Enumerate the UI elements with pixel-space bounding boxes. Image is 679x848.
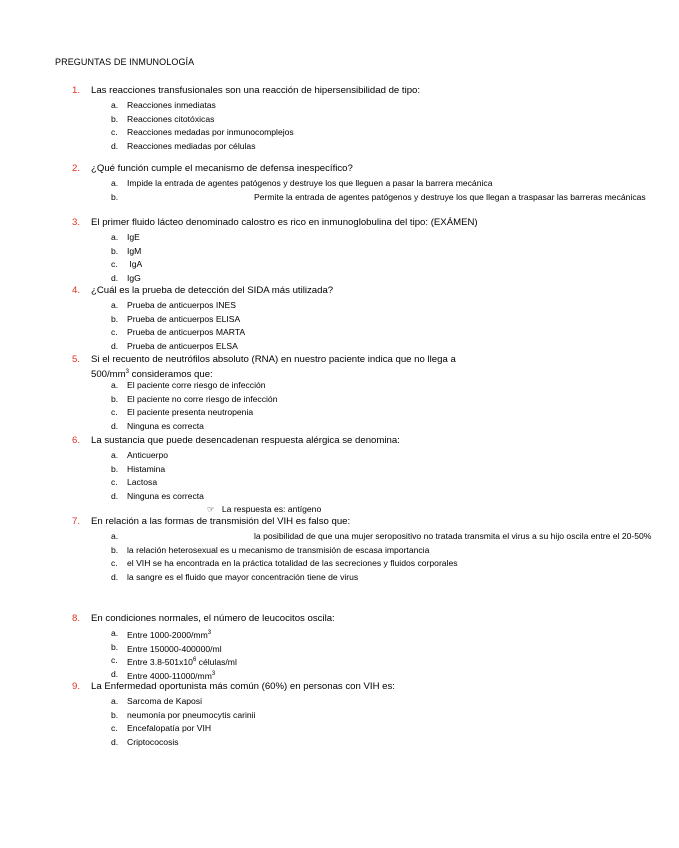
option-letter: b. — [111, 313, 119, 324]
question-9 — [0, 680, 600, 747]
option-letter: c. — [111, 259, 118, 270]
option-text: Prueba de anticuerpos MARTA — [127, 327, 246, 338]
option — [0, 126, 600, 140]
option-text: la sangre es el fluido que mayor concentración tiene de virus — [127, 571, 359, 582]
option-letter: d. — [111, 340, 119, 351]
option-text: Ninguna es correcta — [127, 490, 204, 501]
option — [0, 641, 600, 655]
option-letter: d. — [111, 490, 119, 501]
option — [0, 177, 600, 191]
option-letter: a. — [111, 380, 119, 390]
option — [0, 544, 600, 558]
option-letter: b. — [111, 641, 119, 652]
option-text: Encefalopatía por VIH — [127, 723, 212, 734]
option-letter: c. — [111, 477, 118, 488]
option-letter: a. — [111, 100, 119, 110]
option — [0, 557, 600, 571]
question-number: 5. — [72, 354, 81, 365]
option-text: Prueba de anticuerpos ELISA — [127, 313, 241, 324]
option — [0, 99, 600, 113]
option-letter: b. — [111, 393, 119, 404]
option — [0, 709, 600, 723]
question-text: El primer fluido lácteo denominado calostro es rico en inmunoglobulina del tipo: (EXÁMEN) — [91, 217, 478, 228]
option-letter: b. — [111, 113, 119, 124]
option-text: IgA — [127, 259, 143, 270]
question-number: 2. — [72, 163, 81, 174]
option-text: Reacciones mediadas por células — [127, 140, 256, 151]
option — [0, 490, 600, 504]
option — [0, 231, 600, 245]
page-title: PREGUNTAS DE INMUNOLOGÍA — [55, 57, 195, 67]
option-letter: d. — [111, 420, 119, 431]
option-letter: b. — [111, 709, 119, 720]
option-letter: c. — [111, 558, 118, 569]
option-text: Reacciones citotóxicas — [127, 113, 215, 124]
option-text: Permite la entrada de agentes patógenos y destruye los que llegan a traspasar las barreras mecánicas — [254, 191, 646, 202]
question-6 — [0, 434, 600, 515]
question-number: 1. — [72, 85, 81, 96]
question-text: La Enfermedad oportunista más común (60%) en personas con VIH es: — [91, 681, 395, 692]
option — [0, 140, 600, 154]
option — [0, 530, 652, 544]
option-letter: b. — [111, 544, 119, 555]
question-number: 4. — [72, 285, 81, 296]
option-letter: d. — [111, 571, 119, 582]
option — [0, 695, 600, 709]
question-text: En relación a las formas de transmisión del VIH es falso que: — [91, 516, 351, 527]
option-letter: a. — [111, 696, 119, 706]
option-text: Prueba de anticuerpos INES — [127, 300, 236, 310]
option — [0, 191, 646, 205]
option-text: Sarcoma de Kaposi — [127, 696, 202, 706]
option-letter: c. — [111, 127, 118, 138]
option — [0, 654, 600, 668]
option-text: la posibilidad de que una mujer seropositivo no tratada transmita el virus a su hijo oscila entre el 20-50% — [254, 531, 652, 541]
option — [0, 420, 600, 434]
option-letter: a. — [111, 450, 119, 460]
option-text: El paciente corre riesgo de infección — [127, 380, 266, 390]
question-5 — [0, 353, 600, 431]
question-number: 3. — [72, 217, 81, 228]
option — [0, 340, 600, 354]
option-text: el VIH se ha encontrada en la práctica totalidad de las secreciones y fluidos corporales — [127, 558, 458, 569]
option-text: IgG — [127, 272, 141, 283]
option-letter: b. — [111, 463, 119, 474]
answer-note: ☞ La respuesta es: antígeno — [207, 504, 322, 515]
superscript: 6 — [192, 657, 197, 664]
option-letter: c. — [111, 723, 118, 734]
option-text: El paciente no corre riesgo de infección — [127, 393, 278, 404]
question-text: ¿Cuál es la prueba de detección del SIDA más utilizada? — [91, 285, 334, 296]
question-7 — [0, 515, 652, 582]
option-text: Prueba de anticuerpos ELSA — [127, 340, 238, 351]
option — [0, 326, 600, 340]
option — [0, 258, 600, 272]
option-text: Histamina — [127, 463, 166, 474]
option — [0, 313, 600, 327]
option-letter: a. — [111, 531, 119, 541]
option-letter: c. — [111, 327, 118, 338]
question-text: La sustancia que puede desencadenan respuesta alérgica se denomina: — [91, 435, 400, 446]
option — [0, 722, 600, 736]
option — [0, 406, 600, 420]
question-text: En condiciones normales, el número de leucocitos oscila: — [91, 613, 335, 624]
option-letter: d. — [111, 668, 119, 679]
option-letter: c. — [111, 407, 118, 418]
superscript: 3 — [211, 670, 216, 677]
option — [0, 113, 600, 127]
question-3 — [0, 216, 600, 283]
option — [0, 379, 600, 393]
option-text: IgM — [127, 245, 142, 256]
option — [0, 393, 600, 407]
question-text: Si el recuento de neutrófilos absoluto (RNA) en nuestro paciente indica que no llega a — [91, 354, 456, 365]
option — [0, 476, 600, 490]
option-letter: a. — [111, 628, 119, 638]
option-letter: c. — [111, 655, 118, 666]
superscript: 3 — [207, 630, 212, 636]
option-letter: d. — [111, 272, 119, 283]
question-number: 7. — [72, 516, 81, 527]
question-text: Las reacciones transfusionales son una reacción de hipersensibilidad de tipo: — [91, 85, 421, 96]
option — [0, 571, 600, 585]
option-text: Lactosa — [127, 477, 158, 488]
option-text: Ninguna es correcta — [127, 420, 204, 431]
option-letter: b. — [111, 245, 119, 256]
text-fragment: células/ml — [196, 657, 237, 668]
option-text: IgE — [127, 232, 140, 242]
question-text: ¿Qué función cumple el mecanismo de defensa inespecífico? — [91, 163, 353, 174]
question-number: 9. — [72, 681, 81, 692]
option-letter: d. — [111, 736, 119, 747]
question-8 — [0, 612, 600, 681]
text-fragment: Entre 1000-2000/mm — [127, 629, 208, 640]
option — [0, 245, 600, 259]
question-2 — [0, 162, 646, 202]
option — [0, 449, 600, 463]
option-text: Criptococosis — [127, 736, 179, 747]
text-fragment: Entre 150000-400000/ml — [127, 643, 222, 654]
text-fragment: Entre 4000-11000/mm — [127, 670, 212, 681]
option-letter: a. — [111, 178, 119, 188]
option-text: Reacciones medadas por inmunocomplejos — [127, 127, 294, 138]
option — [0, 736, 600, 750]
question-number: 6. — [72, 435, 81, 446]
option-letter: d. — [111, 140, 119, 151]
text-fragment: Entre 3.8-501x10 — [127, 657, 193, 668]
text-fragment: 500/mm — [91, 369, 126, 381]
option-letter: a. — [111, 300, 119, 310]
question-4 — [0, 284, 600, 351]
question-1 — [0, 84, 600, 151]
superscript: 3 — [125, 369, 129, 375]
option-letter: b. — [111, 191, 119, 202]
option-text: Anticuerpo — [127, 450, 169, 460]
option-letter: a. — [111, 232, 119, 242]
option-text: Impide la entrada de agentes patógenos y destruye los que lleguen a pasar la barrera mecánica — [127, 178, 493, 188]
text-fragment: consideramos que: — [129, 369, 213, 381]
question-number: 8. — [72, 613, 81, 624]
option — [0, 299, 600, 313]
option-text: El paciente presenta neutropenia — [127, 407, 254, 418]
option — [0, 463, 600, 477]
option-text: neumonía por pneumocytis carinii — [127, 709, 256, 720]
option-text: Reacciones inmediatas — [127, 100, 216, 110]
option — [0, 627, 600, 641]
option-text: la relación heterosexual es u mecanismo de transmisión de escasa importancia — [127, 544, 430, 555]
